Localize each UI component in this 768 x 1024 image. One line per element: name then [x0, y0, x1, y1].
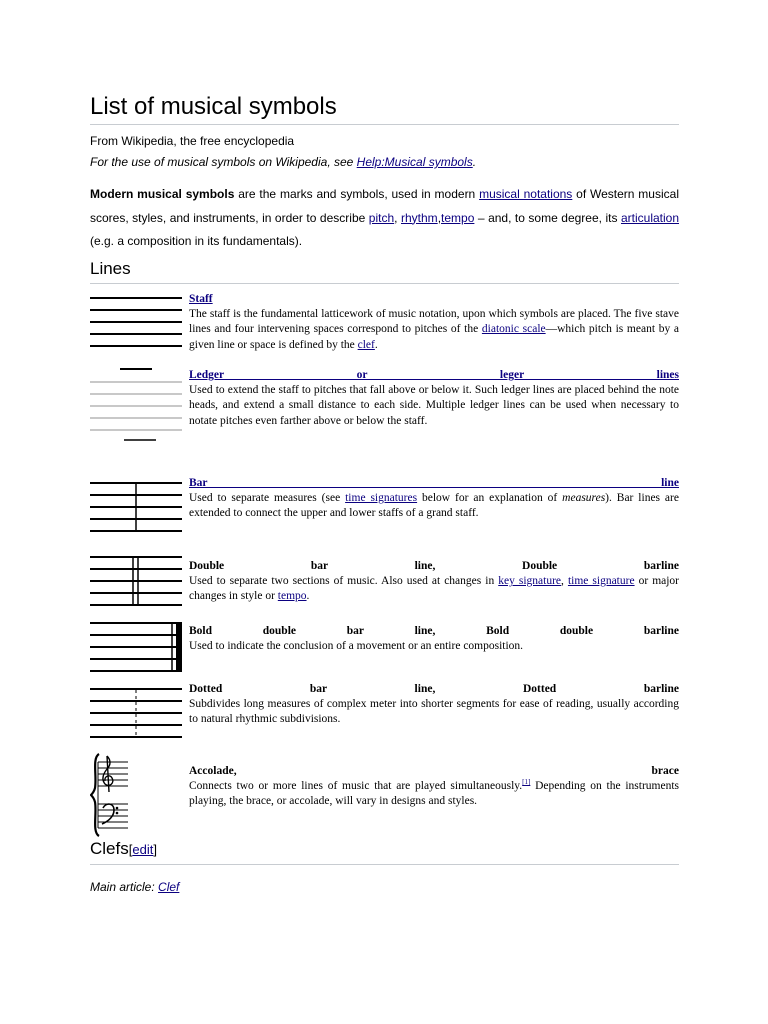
bold-double-bar-line-entry — [189, 624, 679, 654]
section-heading-clefs — [90, 838, 679, 865]
hatnote-period: . — [472, 155, 477, 169]
entry-text: , — [561, 575, 568, 588]
entry-text: Used to indicate the conclusion of a movement or an entire composition. — [189, 640, 524, 653]
entry-text: Subdivides long measures of complex meter into shorter segments for ease of reading, usually according to natural rhythmic subdivisions. — [189, 698, 679, 726]
time-signatures-link[interactable]: time signatures — [345, 492, 418, 505]
diatonic-scale-link[interactable]: diatonic scale — [481, 323, 546, 336]
dotted-bar-line-title: Dotted bar line, Dotted barline — [189, 683, 679, 695]
double-bar-line-entry — [189, 559, 679, 605]
bold-double-bar-line-title: Bold double bar line, Bold double barline — [189, 625, 679, 637]
key-signature-link[interactable]: key signature — [498, 575, 562, 588]
tempo-link-2[interactable]: tempo — [277, 590, 307, 603]
musical-notations-link[interactable]: musical notations — [479, 187, 573, 201]
bar-line-entry — [189, 476, 679, 522]
help-musical-symbols-link[interactable]: Help:Musical symbols — [356, 155, 473, 169]
entry-text: The staff is the fundamental latticework of music notation, upon which symbols are placed. The five stave lines and four intervening spaces correspond to pitches of the — [189, 308, 679, 336]
site-subtitle: From Wikipedia, the free encyclopedia — [90, 134, 295, 148]
entry-text: Used to extend the staff to pitches that fall above or below it. Such ledger lines are placed behind the note heads, and extend a small distance to each side. Multiple ledger lines can be used when necessary to notate pitches even farther above or below the staff. — [189, 384, 679, 427]
intro-text: , — [437, 210, 442, 225]
accolade-entry — [189, 764, 679, 810]
entry-text: ). Bar lines are extended to connect the upper and lower staffs of a grand staff. — [189, 492, 679, 520]
main-article-prefix: Main article: — [90, 880, 159, 894]
edit-link[interactable]: edit — [132, 842, 154, 857]
edit-section-link — [129, 842, 157, 857]
bold-double-bar-line-symbol — [90, 620, 185, 674]
dotted-bar-line-symbol — [90, 686, 185, 740]
tempo-link[interactable]: tempo — [441, 210, 475, 225]
ledger-lines-link[interactable]: Ledger or leger lines — [189, 369, 679, 381]
pitch-link[interactable]: pitch — [368, 210, 395, 225]
clef-main-article-link[interactable]: Clef — [158, 880, 180, 894]
bar-line-link[interactable]: Bar line — [189, 477, 679, 489]
hatnote-text: For the use of musical symbols on Wikipedia, see — [90, 155, 357, 169]
double-bar-line-title: Double bar line, Double barline — [189, 560, 679, 572]
edit-bracket: ] — [153, 842, 157, 857]
intro-text: (e.g. a composition in its fundamentals). — [90, 234, 303, 248]
section-heading-lines: Lines — [90, 258, 679, 284]
intro-text: – and, to some degree, its — [474, 210, 621, 225]
intro-text: , — [394, 210, 401, 225]
dotted-bar-line-entry — [189, 682, 679, 728]
accolade-brace-symbol — [90, 752, 130, 838]
entry-text: Used to separate measures (see — [189, 492, 346, 505]
rhythm-link[interactable]: rhythm — [401, 210, 438, 225]
intro-text: of Western musical scores, styles, and instruments, in order to describe — [90, 187, 679, 225]
double-bar-line-symbol — [90, 554, 185, 608]
clef-link[interactable]: clef — [357, 338, 375, 351]
intro-text: are the marks and symbols, used in modern — [234, 187, 480, 201]
hatnote — [90, 155, 476, 169]
staff-symbol — [90, 294, 185, 350]
ledger-lines-symbol — [90, 364, 185, 444]
reference-1-link[interactable]: [1] — [522, 778, 531, 787]
main-article-note — [90, 880, 179, 894]
staff-entry — [189, 292, 679, 353]
clefs-heading-text: Clefs — [90, 839, 129, 858]
entry-text: . — [374, 338, 378, 351]
entry-text: Used to separate two sections of music. Also used at changes in — [189, 575, 499, 588]
ledger-entry — [189, 368, 679, 429]
entry-text: below for an explanation of — [417, 492, 563, 505]
entry-text: Connects two or more lines of music that are played simultaneously. — [189, 780, 523, 793]
entry-text: . — [306, 590, 310, 603]
bar-line-symbol — [90, 480, 185, 534]
entry-text: —which pitch is meant by a given line or space is defined by the — [189, 323, 679, 351]
page-title: List of musical symbols — [90, 92, 679, 125]
bass-clef-glyph — [102, 804, 114, 824]
emphasis-text: measures — [562, 492, 606, 505]
accolade-title: Accolade, brace — [189, 765, 679, 777]
entry-text: or major changes in style or — [189, 575, 680, 603]
articulation-link[interactable]: articulation — [620, 210, 680, 225]
edit-bracket: [ — [128, 842, 133, 857]
intro-paragraph — [90, 183, 679, 254]
entry-text: Depending on the instruments playing, the brace, or accolade, will vary in designs and styles. — [189, 780, 679, 808]
time-signature-link[interactable]: time signature — [567, 575, 635, 588]
staff-link[interactable]: Staff — [189, 293, 213, 305]
intro-bold-term: Modern musical symbols — [90, 187, 235, 201]
